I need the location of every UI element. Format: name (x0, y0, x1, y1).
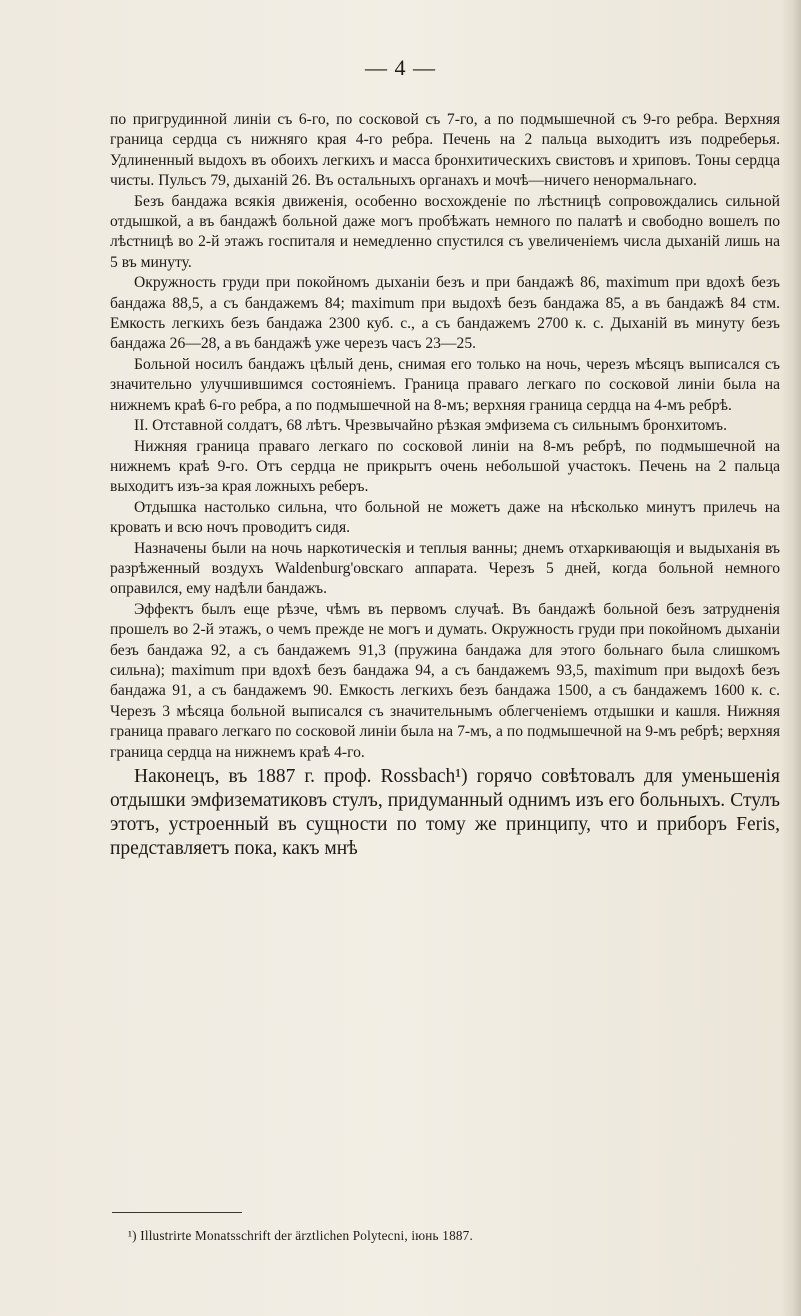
footnote-divider (112, 1212, 242, 1213)
paragraph-2: Безъ бандажа всякiя движенiя, особенно восхожденiе по лѣстницѣ сопровождались сильной отдышкой, а въ бандажѣ больной даже могъ пробѣжать немного по палатѣ и свободно вошелъ по лѣстницѣ во 2-й этажъ госпиталя и немедленно спустился съ увеличенiемъ числа дыханiй лишь на 5 въ минуту. (110, 192, 780, 271)
paragraph-3: Окружность груди при покойномъ дыханiи безъ и при бандажѣ 86, maximum при вдохѣ безъ бандажа 88,5, а съ бандажемъ 84; maximum при выдохѣ безъ бандажа 85, а въ бандажѣ 84 стм. Емкость легкихъ безъ бандажа 2300 куб. с., а съ бандажемъ 2700 к. с. Дыханiй въ минуту безъ бандажа 26—28, а въ бандажѣ уже черезъ часъ 23—25. (110, 274, 780, 353)
paragraph-8: Назначены были на ночь наркотическiя и теплыя ванны; днемъ отхаркивающiя и выдыханiя въ разрѣженный воздухъ Waldenburg'овскаго аппарата. Черезъ 5 дней, когда больной немного оправился, ему надѣли бандажъ. (110, 539, 780, 598)
page-edge-shadow (781, 0, 801, 1316)
paragraph-9: Эффектъ былъ еще рѣзче, чѣмъ въ первомъ случаѣ. Въ бандажѣ больной безъ затрудненiя прошелъ во 2-й этажъ, о чемъ прежде не могъ и думать. Окружность груди при покойномъ дыханiи безъ бандажа 92, а съ бандажемъ 91,3 (пружина бандажа для этого больнаго была слишкомъ сильна); maximum при вдохѣ безъ бандажа 94, а съ бандажемъ 93,5, maximum при выдохѣ безъ бандажа 91, а съ бандажемъ 90. Емкость легкихъ безъ бандажа 1500, а съ бандажемъ 1600 к. с. Черезъ 3 мѣсяца больной выписался съ значительнымъ облегченiемъ отдышки и кашля. Нижняя граница праваго легкаго по сосковой линiи была на 7-мъ, а по подмышечной на 9-мъ ребрѣ; верхняя граница сердца на нижнемъ краѣ 4-го. (110, 600, 780, 761)
paragraph-10: Наконецъ, въ 1887 г. проф. Rossbach¹) горячо совѣтовалъ для уменьшенiя отдышки эмфизематиковъ стулъ, придуманный однимъ изъ его больныхъ. Стулъ этотъ, устроенный въ сущности по тому же принципу, что и приборъ Feris, представляетъ пока, какъ мнѣ (110, 766, 780, 859)
paragraph-5: II. Отставной солдатъ, 68 лѣтъ. Чрезвычайно рѣзкая эмфизема съ сильнымъ бронхитомъ. (134, 417, 728, 435)
body-text (110, 110, 780, 861)
paragraph-7: Отдышка настолько сильна, что больной не можетъ даже на нѣсколько минутъ прилечь на кровать и всю ночъ проводитъ сидя. (110, 498, 780, 537)
page-number: — 4 — (365, 55, 436, 80)
paragraph-4: Больной носилъ бандажъ цѣлый день, снимая его только на ночь, черезъ мѣсяцъ выписался съ значительно улучшившимся состоянiемъ. Граница праваго легкаго по сосковой линiи была на нижнемъ краѣ 6-го ребра, а по подмышечной на 8-мъ; верхняя граница сердца на 4-мъ ребрѣ. (110, 355, 780, 414)
paragraph-6: Нижняя граница праваго легкаго по сосковой линiи на 8-мъ ребрѣ, по подмышечной на нижнемъ краѣ 9-го. Отъ сердца не прикрытъ очень небольшой участокъ. Печень на 2 пальца выходитъ изъ-за края ложныхъ реберъ. (110, 437, 780, 496)
paragraph-1: по пригрудинной линiи съ 6-го, по сосковой съ 7-го, а по подмышечной съ 9-го ребра. Верхняя граница сердца съ нижняго края 4-го ребра. Печень на 2 пальца выходитъ изъ подреберья. Удлиненный выдохъ въ обоихъ легкихъ и масса бронхитическихъ свистовъ и хриповъ. Тоны сердца чисты. Пульсъ 79, дыханiй 26. Въ остальныхъ органахъ и мочѣ—ничего ненормальнаго. (110, 111, 780, 190)
footnote: ¹) Illustrirte Monatsschrift der ärztlichen Polytecnі, iюнь 1887. (128, 1228, 473, 1243)
